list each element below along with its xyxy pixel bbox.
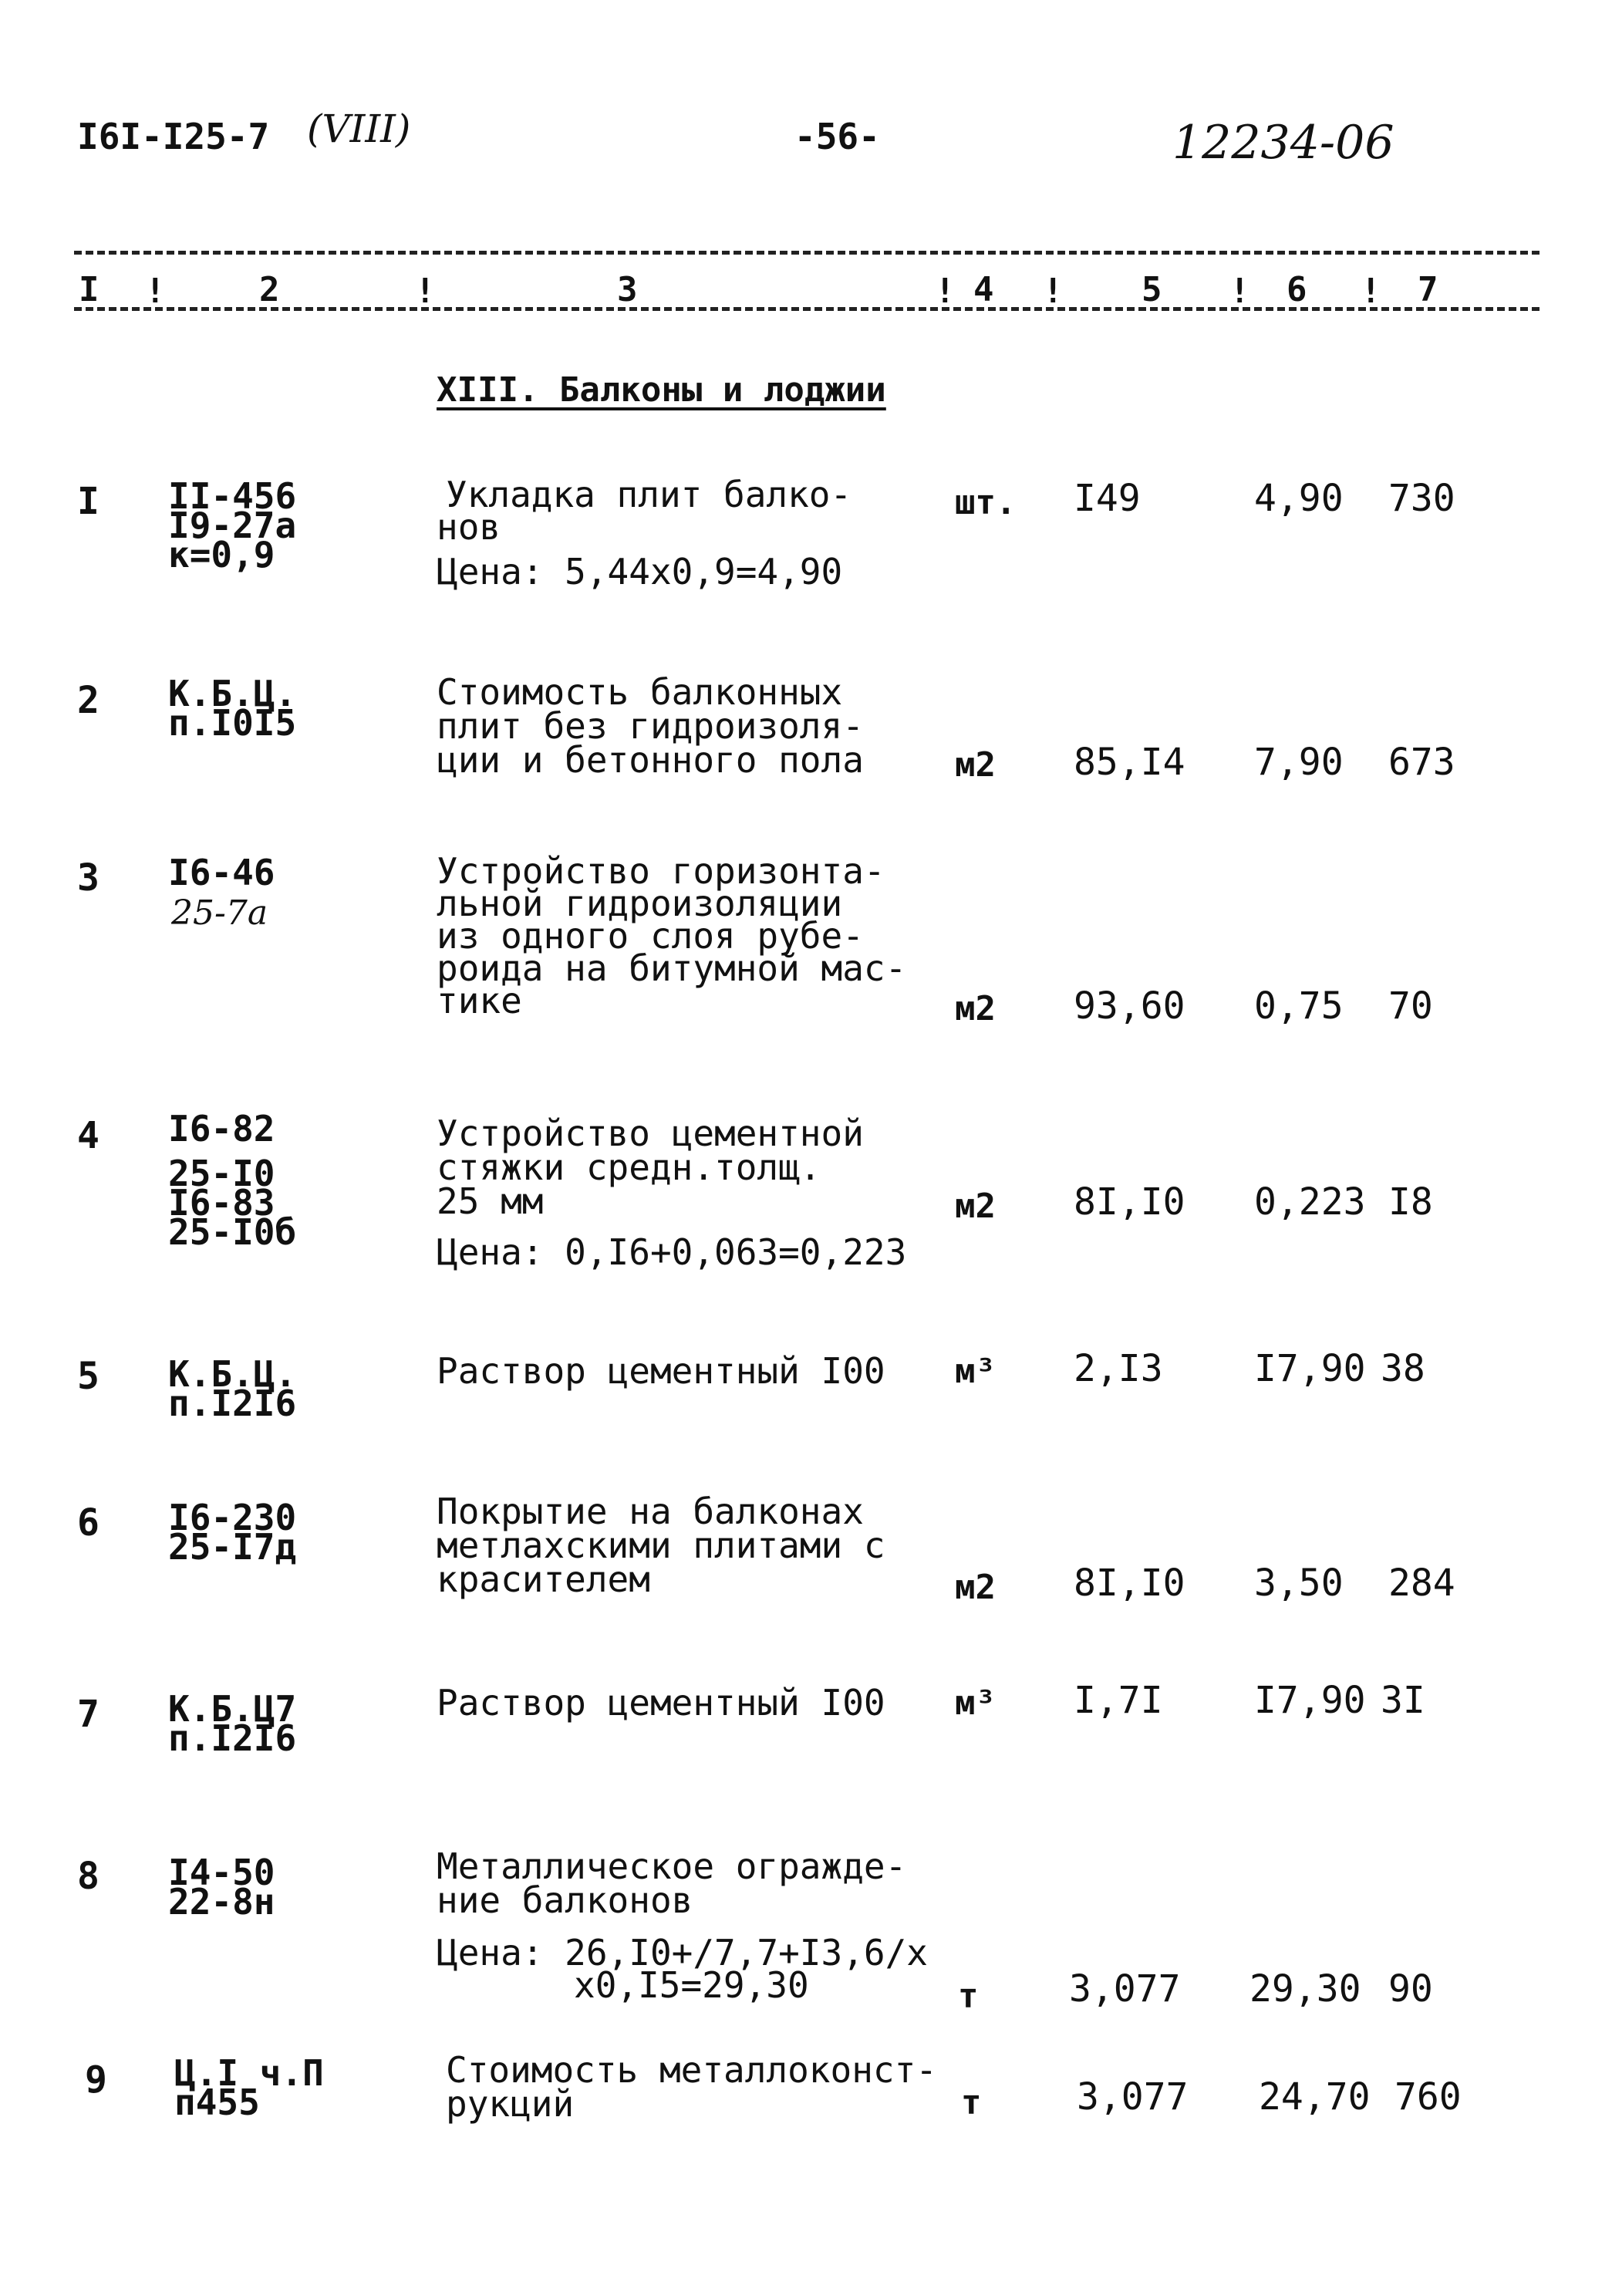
row-code: п.I0I5 xyxy=(168,702,297,744)
column-separator: ! xyxy=(1361,272,1381,311)
row-total: 38 xyxy=(1381,1347,1425,1390)
row-code: 25-I7д xyxy=(168,1526,297,1568)
row-price-note: Цена: 0,I6+0,063=0,223 xyxy=(437,1231,907,1273)
row-unit: м2 xyxy=(955,745,996,785)
document-code-note: (VIII) xyxy=(307,106,411,151)
row-unit: м2 xyxy=(955,989,996,1028)
row-unit: м2 xyxy=(955,1187,996,1226)
column-separator: ! xyxy=(1043,272,1064,311)
row-total: 760 xyxy=(1394,2075,1462,2119)
row-description: тике xyxy=(437,980,522,1021)
row-quantity: 2,I3 xyxy=(1074,1347,1163,1390)
row-price: I7,90 xyxy=(1254,1679,1366,1722)
row-code: п455 xyxy=(174,2082,260,2123)
column-number-6: 6 xyxy=(1287,270,1307,309)
column-separator: ! xyxy=(145,272,166,311)
row-code: I4-50 xyxy=(168,1852,275,1893)
column-separator: ! xyxy=(935,272,956,311)
row-quantity: 8I,I0 xyxy=(1074,1562,1185,1605)
row-description: из одного слоя рубе- xyxy=(437,915,864,957)
row-price: 24,70 xyxy=(1259,2075,1371,2119)
row-description: метлахскими плитами с xyxy=(437,1524,885,1566)
row-code: I6-46 xyxy=(168,852,275,893)
row-unit: т xyxy=(961,2083,982,2122)
row-description: ние балконов xyxy=(437,1879,693,1921)
section-title: XIII. Балконы и лоджии xyxy=(437,370,886,410)
row-description: Стоимость балконных xyxy=(437,671,843,713)
row-price-note: Цена: 5,44х0,9=4,90 xyxy=(437,551,843,593)
row-description: Укладка плит балко- xyxy=(446,474,852,515)
row-description: Стоимость металлоконст- xyxy=(446,2049,937,2091)
row-code: к=0,9 xyxy=(168,534,275,576)
row-description: Раствор цементный I00 xyxy=(437,1350,885,1392)
header-top-rule xyxy=(74,251,1539,255)
row-number: 5 xyxy=(77,1355,99,1398)
row-code: 25-I0б xyxy=(168,1211,297,1253)
row-code: I6-82 xyxy=(168,1108,275,1150)
column-number-2: 2 xyxy=(259,270,280,309)
page-number: -56- xyxy=(794,116,880,157)
row-quantity: 85,I4 xyxy=(1074,741,1185,784)
row-price: 4,90 xyxy=(1254,477,1344,520)
header-bottom-rule xyxy=(74,307,1539,311)
row-code-handwritten: 25-7а xyxy=(171,893,268,933)
row-quantity: 3,077 xyxy=(1069,1967,1181,2011)
row-price: 0,75 xyxy=(1254,984,1344,1028)
row-price-note: Цена: 26,I0+/7,7+I3,6/х xyxy=(437,1932,928,1974)
row-total: 3I xyxy=(1381,1679,1425,1722)
column-number-3: 3 xyxy=(617,270,638,309)
row-quantity: 93,60 xyxy=(1074,984,1185,1028)
row-description: Покрытие на балконах xyxy=(437,1491,864,1532)
column-number-4: 4 xyxy=(973,270,994,309)
row-price-note-continuation: х0,I5=29,30 xyxy=(574,1964,809,2006)
row-code: 22-8н xyxy=(168,1881,275,1923)
archive-number: 12234-06 xyxy=(1172,116,1394,170)
row-total: 673 xyxy=(1388,741,1455,784)
row-price: 29,30 xyxy=(1249,1967,1361,2011)
row-description: рукций xyxy=(446,2083,575,2125)
document-code: I6I-I25-7 xyxy=(77,116,270,157)
row-code: Ц.I ч.П xyxy=(174,2052,324,2094)
row-code: п.I2I6 xyxy=(168,1717,297,1759)
row-number: 9 xyxy=(85,2058,107,2102)
row-description: нов xyxy=(437,506,501,548)
row-code: К.Б.Ц. xyxy=(168,673,297,714)
row-price: 3,50 xyxy=(1254,1562,1344,1605)
row-description: плит без гидроизоля- xyxy=(437,705,864,747)
row-code: п.I2I6 xyxy=(168,1383,297,1424)
row-code: К.Б.Ц7 xyxy=(168,1688,297,1730)
row-description: ции и бетонного пола xyxy=(437,739,864,781)
row-number: 4 xyxy=(77,1114,99,1157)
row-quantity: 8I,I0 xyxy=(1074,1180,1185,1224)
row-description: роида на битумной мас- xyxy=(437,947,907,989)
row-total: I8 xyxy=(1388,1180,1433,1224)
column-separator: ! xyxy=(415,272,436,311)
row-description: 25 мм xyxy=(437,1180,544,1222)
column-number-1: I xyxy=(79,270,99,309)
row-code: I6-83 xyxy=(168,1182,275,1224)
row-total: 730 xyxy=(1388,477,1455,520)
row-number: 8 xyxy=(77,1855,99,1898)
row-code: I9-27а xyxy=(168,505,297,546)
row-code: К.Б.Ц. xyxy=(168,1353,297,1395)
row-description: Раствор цементный I00 xyxy=(437,1682,885,1724)
row-description: стяжки средн.толщ. xyxy=(437,1146,821,1188)
row-quantity: I,7I xyxy=(1074,1679,1163,1722)
row-unit: м2 xyxy=(955,1568,996,1607)
row-description: Устройство цементной xyxy=(437,1113,864,1154)
row-description: льной гидроизоляции xyxy=(437,883,843,924)
row-quantity: 3,077 xyxy=(1077,2075,1189,2119)
row-total: 90 xyxy=(1388,1967,1433,2011)
row-description: Металлическое огражде- xyxy=(437,1845,907,1887)
row-number: I xyxy=(77,480,99,523)
row-number: 7 xyxy=(77,1693,99,1736)
row-description: красителем xyxy=(437,1558,650,1600)
row-price: 0,223 xyxy=(1254,1180,1366,1224)
row-number: 6 xyxy=(77,1501,99,1545)
row-number: 3 xyxy=(77,856,99,900)
row-total: 284 xyxy=(1388,1562,1455,1605)
row-unit: м³ xyxy=(955,1683,996,1723)
row-total: 70 xyxy=(1388,984,1433,1028)
column-number-5: 5 xyxy=(1142,270,1162,309)
column-number-7: 7 xyxy=(1418,270,1438,309)
row-code: I6-230 xyxy=(168,1497,297,1538)
column-separator: ! xyxy=(1229,272,1250,311)
row-price: I7,90 xyxy=(1254,1347,1366,1390)
row-quantity: I49 xyxy=(1074,477,1141,520)
row-unit: м³ xyxy=(955,1352,996,1391)
row-price: 7,90 xyxy=(1254,741,1344,784)
row-code: II-456 xyxy=(168,475,297,517)
row-number: 2 xyxy=(77,679,99,722)
row-code: 25-I0 xyxy=(168,1153,275,1194)
row-unit: шт. xyxy=(955,483,1017,522)
row-description: Устройство горизонта- xyxy=(437,850,885,892)
row-unit: т xyxy=(958,1977,979,2016)
